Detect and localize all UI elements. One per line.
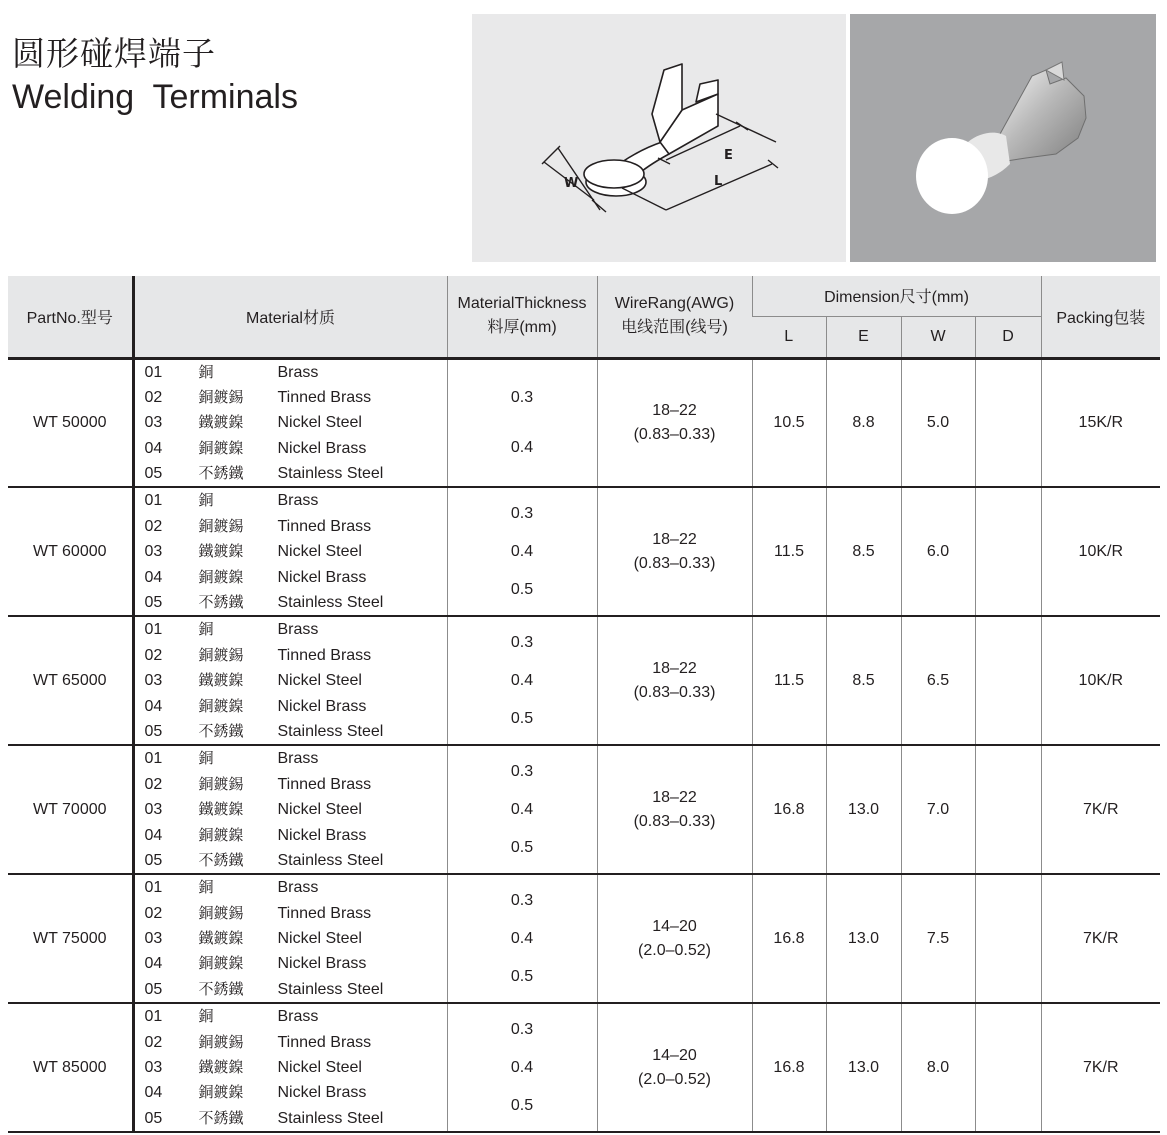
dimension-w: 6.5 <box>901 616 975 745</box>
material-item <box>145 385 447 410</box>
material-code: 02 <box>144 646 163 664</box>
header-thickness <box>447 276 597 358</box>
material-item <box>145 797 447 822</box>
wire-range-awg: 14–20 <box>652 1046 697 1064</box>
material-item <box>145 719 447 744</box>
thickness-value: 0.5 <box>510 967 534 985</box>
material-name-cn: 銅鍍錫 <box>198 903 244 922</box>
material-code: 05 <box>144 1109 163 1127</box>
material-item <box>145 901 447 926</box>
thickness-cell <box>447 358 597 487</box>
material-item <box>145 823 447 848</box>
material-code: 03 <box>144 672 163 690</box>
material-item <box>145 926 447 951</box>
spec-table <box>8 276 1160 1133</box>
material-name-en: Nickel Brass <box>277 1084 367 1102</box>
thickness-list <box>448 882 597 996</box>
material-name-cn: 不銹鐵 <box>198 593 244 612</box>
material-code: 02 <box>144 517 163 535</box>
wire-range-mm: (2.0–0.52) <box>638 1070 711 1088</box>
material-name-cn: 銅 <box>198 362 214 381</box>
dimension-l: 11.5 <box>752 487 826 616</box>
material-name-en: Nickel Brass <box>277 439 367 457</box>
material-name-en: Nickel Brass <box>277 568 367 586</box>
wire-range-cell <box>597 745 752 874</box>
wire-range-mm: (0.83–0.33) <box>633 812 716 830</box>
material-item <box>145 643 447 668</box>
wire-range-awg: 18–22 <box>652 401 697 419</box>
material-name-en: Tinned Brass <box>277 517 372 535</box>
thickness-list <box>448 753 597 867</box>
material-item <box>145 436 447 461</box>
material-name-en: Nickel Steel <box>277 1059 362 1077</box>
wire-range-cell <box>597 874 752 1003</box>
material-list <box>135 1004 447 1131</box>
material-name-cn: 銅鍍鎳 <box>198 825 244 844</box>
dimension-w: 7.5 <box>901 874 975 1003</box>
material-code: 01 <box>144 363 163 381</box>
table-body <box>8 358 1160 1132</box>
dimension-l: 16.8 <box>752 745 826 874</box>
dimension-e: 8.5 <box>826 616 901 745</box>
material-name-cn: 鐵鍍鎳 <box>198 413 244 432</box>
material-code: 01 <box>144 492 163 510</box>
table-header-row <box>8 276 1160 316</box>
material-name-en: Tinned Brass <box>277 1033 372 1051</box>
material-item <box>145 488 447 513</box>
material-name-cn: 銅鍍錫 <box>198 516 244 535</box>
dimension-w: 8.0 <box>901 1003 975 1132</box>
material-code: 03 <box>144 801 163 819</box>
wire-range-awg: 18–22 <box>652 659 697 677</box>
material-name-cn: 銅鍍錫 <box>198 387 244 406</box>
material-name-en: Stainless Steel <box>277 980 384 998</box>
table-row <box>8 874 1160 1003</box>
wire-range-mm: (2.0–0.52) <box>638 941 711 959</box>
material-cell <box>133 487 447 616</box>
header-thickness-en: MaterialThickness <box>457 295 587 313</box>
dimension-e: 8.8 <box>826 358 901 487</box>
material-code: 04 <box>144 826 163 844</box>
dimension-e: 13.0 <box>826 874 901 1003</box>
table-row <box>8 358 1160 487</box>
part-number: WT 50000 <box>8 358 133 487</box>
thickness-value: 0.5 <box>510 580 534 598</box>
material-list <box>135 617 447 744</box>
dimension-e: 13.0 <box>826 1003 901 1132</box>
material-name-cn: 銅 <box>198 878 214 897</box>
material-name-en: Brass <box>277 492 319 510</box>
material-name-en: Tinned Brass <box>277 775 372 793</box>
header-dim-e: E <box>826 316 901 358</box>
material-code: 05 <box>144 465 163 483</box>
material-item <box>145 410 447 435</box>
material-name-en: Nickel Brass <box>277 697 367 715</box>
thickness-list <box>448 624 597 738</box>
material-name-cn: 銅 <box>198 491 214 510</box>
thickness-value: 0.5 <box>510 1096 534 1114</box>
material-name-en: Nickel Steel <box>277 414 362 432</box>
material-name-cn: 鐵鍍鎳 <box>198 800 244 819</box>
material-name-en: Stainless Steel <box>277 1109 384 1127</box>
header-material: Material材质 <box>133 276 447 358</box>
dimension-l: 16.8 <box>752 874 826 1003</box>
dimension-label-l: L <box>714 174 723 189</box>
dimension-l: 10.5 <box>752 358 826 487</box>
material-cell <box>133 616 447 745</box>
material-name-cn: 銅鍍錫 <box>198 774 244 793</box>
material-code: 02 <box>144 1033 163 1051</box>
material-name-en: Tinned Brass <box>277 646 372 664</box>
thickness-value: 0.4 <box>510 542 534 560</box>
wire-range-mm: (0.83–0.33) <box>633 425 716 443</box>
thickness-value: 0.5 <box>510 709 534 727</box>
material-name-cn: 鐵鍍鎳 <box>198 671 244 690</box>
terminal-photo-icon <box>850 14 1156 262</box>
dimension-d <box>975 745 1041 874</box>
material-code: 01 <box>144 621 163 639</box>
thickness-cell <box>447 616 597 745</box>
wire-range-awg: 18–22 <box>652 788 697 806</box>
material-name-cn: 不銹鐵 <box>198 979 244 998</box>
thickness-value: 0.3 <box>510 504 534 522</box>
packing-cell: 7K/R <box>1041 1003 1160 1132</box>
material-name-cn: 鐵鍍鎳 <box>198 929 244 948</box>
header-dim-d: D <box>975 316 1041 358</box>
header-thickness-cn: 料厚(mm) <box>487 319 557 337</box>
dimension-l: 16.8 <box>752 1003 826 1132</box>
dimension-label-e: E <box>724 148 733 163</box>
dimension-w: 5.0 <box>901 358 975 487</box>
material-name-en: Stainless Steel <box>277 851 384 869</box>
thickness-list <box>448 495 597 609</box>
material-item <box>145 848 447 873</box>
material-list <box>135 488 447 615</box>
packing-cell: 10K/R <box>1041 616 1160 745</box>
material-name-cn: 不銹鐵 <box>198 721 244 740</box>
material-list <box>135 875 447 1002</box>
material-name-cn: 銅 <box>198 749 214 768</box>
material-name-cn: 銅鍍鎳 <box>198 954 244 973</box>
material-item <box>145 875 447 900</box>
material-item <box>145 590 447 615</box>
thickness-value: 0.4 <box>510 1058 534 1076</box>
material-code: 03 <box>144 543 163 561</box>
wire-range-cell <box>597 487 752 616</box>
packing-cell: 15K/R <box>1041 358 1160 487</box>
material-cell <box>133 874 447 1003</box>
header-dim-w: W <box>901 316 975 358</box>
material-item <box>145 1030 447 1055</box>
table-row <box>8 616 1160 745</box>
material-name-en: Nickel Brass <box>277 826 367 844</box>
material-list <box>135 360 447 487</box>
material-name-cn: 銅鍍鎳 <box>198 696 244 715</box>
material-code: 05 <box>144 980 163 998</box>
material-code: 04 <box>144 439 163 457</box>
packing-cell: 7K/R <box>1041 745 1160 874</box>
terminal-drawing-icon <box>472 14 846 262</box>
material-item <box>145 360 447 385</box>
material-code: 05 <box>144 722 163 740</box>
packing-cell: 10K/R <box>1041 487 1160 616</box>
material-name-cn: 不銹鐵 <box>198 464 244 483</box>
wire-range-awg: 14–20 <box>652 917 697 935</box>
material-code: 01 <box>144 879 163 897</box>
material-item <box>145 617 447 642</box>
material-code: 04 <box>144 568 163 586</box>
dimension-d <box>975 874 1041 1003</box>
header-dim-l: L <box>752 316 826 358</box>
material-code: 05 <box>144 851 163 869</box>
header-part-no: PartNo.型号 <box>8 276 133 358</box>
wire-range-mm: (0.83–0.33) <box>633 554 716 572</box>
material-name-en: Nickel Steel <box>277 801 362 819</box>
material-name-cn: 鐵鍍鎳 <box>198 542 244 561</box>
material-item <box>145 565 447 590</box>
header-dimension: Dimension尺寸(mm) <box>752 276 1041 316</box>
material-code: 04 <box>144 1084 163 1102</box>
wire-range-cell <box>597 616 752 745</box>
table-row <box>8 745 1160 874</box>
thickness-value: 0.4 <box>510 671 534 689</box>
material-name-cn: 不銹鐵 <box>198 850 244 869</box>
wire-range-cell <box>597 1003 752 1132</box>
material-name-en: Tinned Brass <box>277 388 372 406</box>
material-list <box>135 746 447 873</box>
material-name-en: Stainless Steel <box>277 722 384 740</box>
material-item <box>145 514 447 539</box>
material-code: 02 <box>144 388 163 406</box>
material-name-cn: 銅 <box>198 1007 214 1026</box>
material-name-en: Brass <box>277 1008 319 1026</box>
material-item <box>145 1080 447 1105</box>
thickness-value: 0.4 <box>510 929 534 947</box>
material-name-en: Stainless Steel <box>277 594 384 612</box>
table-row <box>8 487 1160 616</box>
page-title-english: Welding Terminals <box>12 78 298 116</box>
wire-range-cell <box>597 358 752 487</box>
material-name-en: Nickel Brass <box>277 955 367 973</box>
dimension-d <box>975 487 1041 616</box>
dimension-d <box>975 616 1041 745</box>
material-code: 05 <box>144 594 163 612</box>
material-item <box>145 772 447 797</box>
table-row <box>8 1003 1160 1132</box>
material-code: 01 <box>144 750 163 768</box>
header-wire-cn: 电线范围(线号) <box>621 319 728 337</box>
material-code: 03 <box>144 414 163 432</box>
material-item <box>145 977 447 1002</box>
dimension-label-w: W <box>564 176 579 191</box>
part-number: WT 85000 <box>8 1003 133 1132</box>
material-item <box>145 746 447 771</box>
thickness-cell <box>447 1003 597 1132</box>
material-name-en: Tinned Brass <box>277 904 372 922</box>
thickness-list <box>448 373 597 473</box>
thickness-cell <box>447 874 597 1003</box>
material-name-en: Stainless Steel <box>277 465 384 483</box>
dimension-d <box>975 1003 1041 1132</box>
header-wire-en: WireRang(AWG) <box>614 295 735 313</box>
material-item <box>145 694 447 719</box>
wire-range-awg: 18–22 <box>652 530 697 548</box>
material-code: 01 <box>144 1008 163 1026</box>
material-item <box>145 1004 447 1029</box>
material-name-cn: 鐵鍍鎳 <box>198 1058 244 1077</box>
material-code: 02 <box>144 904 163 922</box>
material-code: 02 <box>144 775 163 793</box>
thickness-value: 0.3 <box>510 633 534 651</box>
material-item <box>145 539 447 564</box>
material-name-cn: 銅鍍鎳 <box>198 438 244 457</box>
material-code: 04 <box>144 697 163 715</box>
dimension-l: 11.5 <box>752 616 826 745</box>
thickness-value: 0.3 <box>510 891 534 909</box>
material-name-en: Brass <box>277 879 319 897</box>
material-name-en: Brass <box>277 621 319 639</box>
material-code: 03 <box>144 930 163 948</box>
dimension-w: 7.0 <box>901 745 975 874</box>
thickness-list <box>448 1011 597 1125</box>
material-name-en: Brass <box>277 363 319 381</box>
part-number: WT 70000 <box>8 745 133 874</box>
thickness-cell <box>447 487 597 616</box>
part-number: WT 75000 <box>8 874 133 1003</box>
material-item <box>145 668 447 693</box>
material-code: 04 <box>144 955 163 973</box>
material-cell <box>133 1003 447 1132</box>
thickness-cell <box>447 745 597 874</box>
terminal-technical-drawing <box>472 14 846 262</box>
material-name-en: Nickel Steel <box>277 672 362 690</box>
material-name-cn: 銅鍍鎳 <box>198 567 244 586</box>
material-name-cn: 銅 <box>198 620 214 639</box>
thickness-value: 0.3 <box>510 1020 534 1038</box>
thickness-value: 0.4 <box>510 800 534 818</box>
dimension-d <box>975 358 1041 487</box>
thickness-value: 0.3 <box>510 388 534 406</box>
material-item <box>145 461 447 486</box>
thickness-value: 0.5 <box>510 838 534 856</box>
material-item <box>145 1106 447 1131</box>
material-name-cn: 銅鍍鎳 <box>198 1083 244 1102</box>
thickness-value: 0.3 <box>510 762 534 780</box>
material-name-en: Nickel Steel <box>277 930 362 948</box>
material-name-cn: 銅鍍錫 <box>198 645 244 664</box>
page-title-chinese: 圆形碰焊端子 <box>12 34 216 73</box>
material-cell <box>133 358 447 487</box>
dimension-e: 13.0 <box>826 745 901 874</box>
material-name-en: Brass <box>277 750 319 768</box>
packing-cell: 7K/R <box>1041 874 1160 1003</box>
material-item <box>145 1055 447 1080</box>
thickness-value: 0.4 <box>510 438 534 456</box>
material-cell <box>133 745 447 874</box>
part-number: WT 65000 <box>8 616 133 745</box>
material-code: 03 <box>144 1059 163 1077</box>
dimension-e: 8.5 <box>826 487 901 616</box>
material-name-cn: 不銹鐵 <box>198 1108 244 1127</box>
part-number: WT 60000 <box>8 487 133 616</box>
wire-range-mm: (0.83–0.33) <box>633 683 716 701</box>
dimension-w: 6.0 <box>901 487 975 616</box>
header-packing: Packing包装 <box>1041 276 1160 358</box>
material-item <box>145 951 447 976</box>
header-wire-range <box>597 276 752 358</box>
terminal-product-photo <box>850 14 1156 262</box>
material-name-cn: 銅鍍錫 <box>198 1032 244 1051</box>
material-name-en: Nickel Steel <box>277 543 362 561</box>
